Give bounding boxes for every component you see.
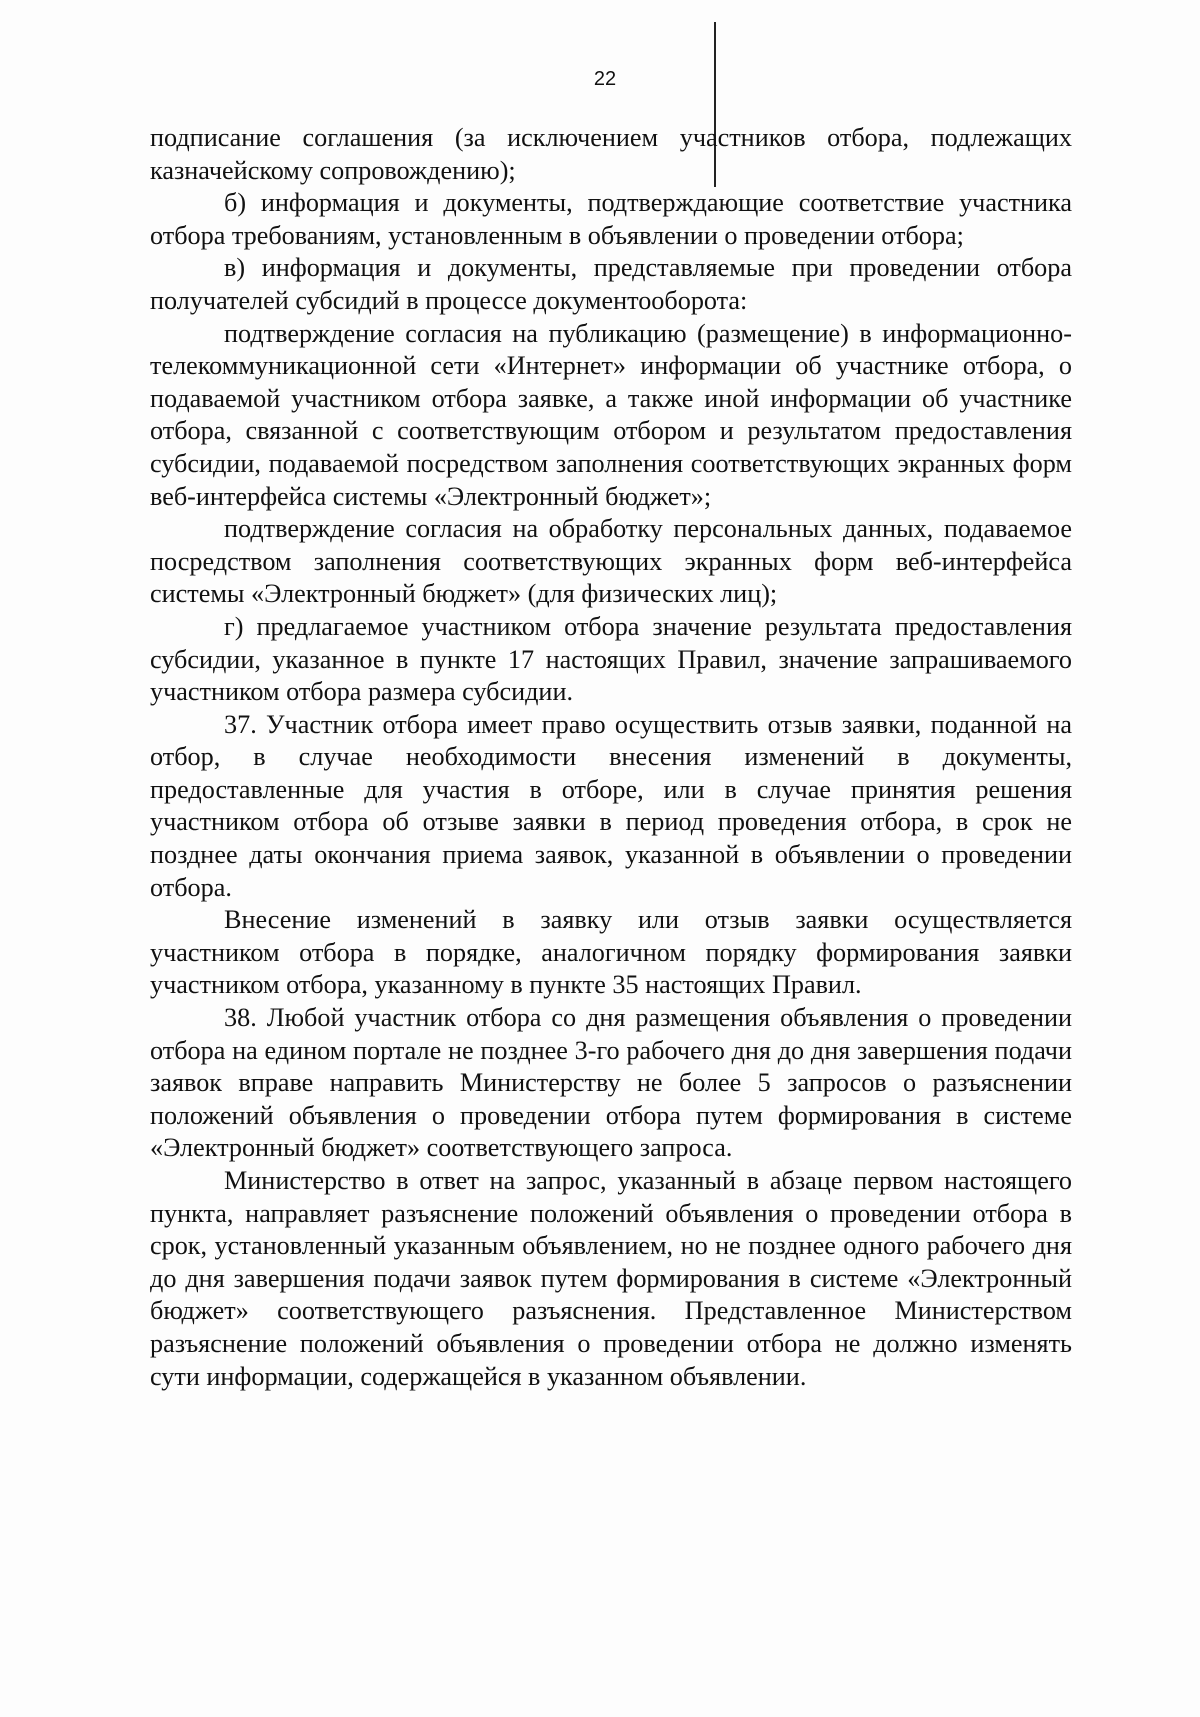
page-number: 22 xyxy=(593,68,617,90)
document-body xyxy=(150,122,1072,1393)
paragraph-item-v: в) информация и документы, представляемые при проведении отбора получателей субсидий в процессе документооборота: xyxy=(150,253,1072,315)
paragraph-37: 37. Участник отбора имеет право осуществить отзыв заявки, поданной на отбор, в случае необходимости внесения изменений в документы, предоставленные для участия в отборе, или в случае принятия решения участником отбора об отзыве заявки в период проведения отбора, в срок не позднее даты окончания приема заявок, указанной в объявлении о проведении отбора. xyxy=(150,709,1072,902)
paragraph-38: 38. Любой участник отбора со дня размещения объявления о проведении отбора на едином портале не позднее 3-го рабочего дня до дня завершения подачи заявок вправе направить Министерству не более 5 запросов о разъяснении положений объявления о проведении отбора путем формирования в системе «Электронный бюджет» соответствующего запроса. xyxy=(150,1003,1072,1163)
paragraph-38-ministry-response: Министерство в ответ на запрос, указанный в абзаце первом настоящего пункта, направляет разъяснение положений объявления о проведении отбора в срок, установленный указанным объявлением, но не позднее одного рабочего дня до дня завершения подачи заявок путем формирования в системе «Электронный бюджет» соответствующего разъяснения. Представленное Министерством разъяснение положений объявления о проведении отбора не должно изменять сути информации, содержащейся в указанном объявлении. xyxy=(150,1166,1072,1391)
paragraph-consent-publication: подтверждение согласия на публикацию (размещение) в информационно-телекоммуникационной сети «Интернет» информации об участнике отбора, о подаваемой участником отбора заявке, а также иной информации об участнике отбора, связанной с соответствующим отбором и результатом предоставления субсидии, подаваемой посредством заполнения соответствующих экранных форм веб-интерфейса системы «Электронный бюджет»; xyxy=(150,318,1072,511)
paragraph-item-b: б) информация и документы, подтверждающие соответствие участника отбора требованиям, установленным в объявлении о проведении отбора; xyxy=(150,188,1072,250)
paragraph-37-changes: Внесение изменений в заявку или отзыв заявки осуществляется участником отбора в порядке, аналогичном порядку формирования заявки участником отбора, указанному в пункте 35 настоящих Правил. xyxy=(150,905,1072,1000)
paragraph-consent-personal-data: подтверждение согласия на обработку персональных данных, подаваемое посредством заполнения соответствующих экранных форм веб-интерфейса системы «Электронный бюджет» (для физических лиц); xyxy=(150,514,1072,609)
paragraph-item-g: г) предлагаемое участником отбора значение результата предоставления субсидии, указанное в пункте 17 настоящих Правил, значение запрашиваемого участником отбора размера субсидии. xyxy=(150,611,1072,707)
paragraph-continuation: подписание соглашения (за исключением участников отбора, подлежащих казначейскому сопровождению); xyxy=(150,123,1072,185)
